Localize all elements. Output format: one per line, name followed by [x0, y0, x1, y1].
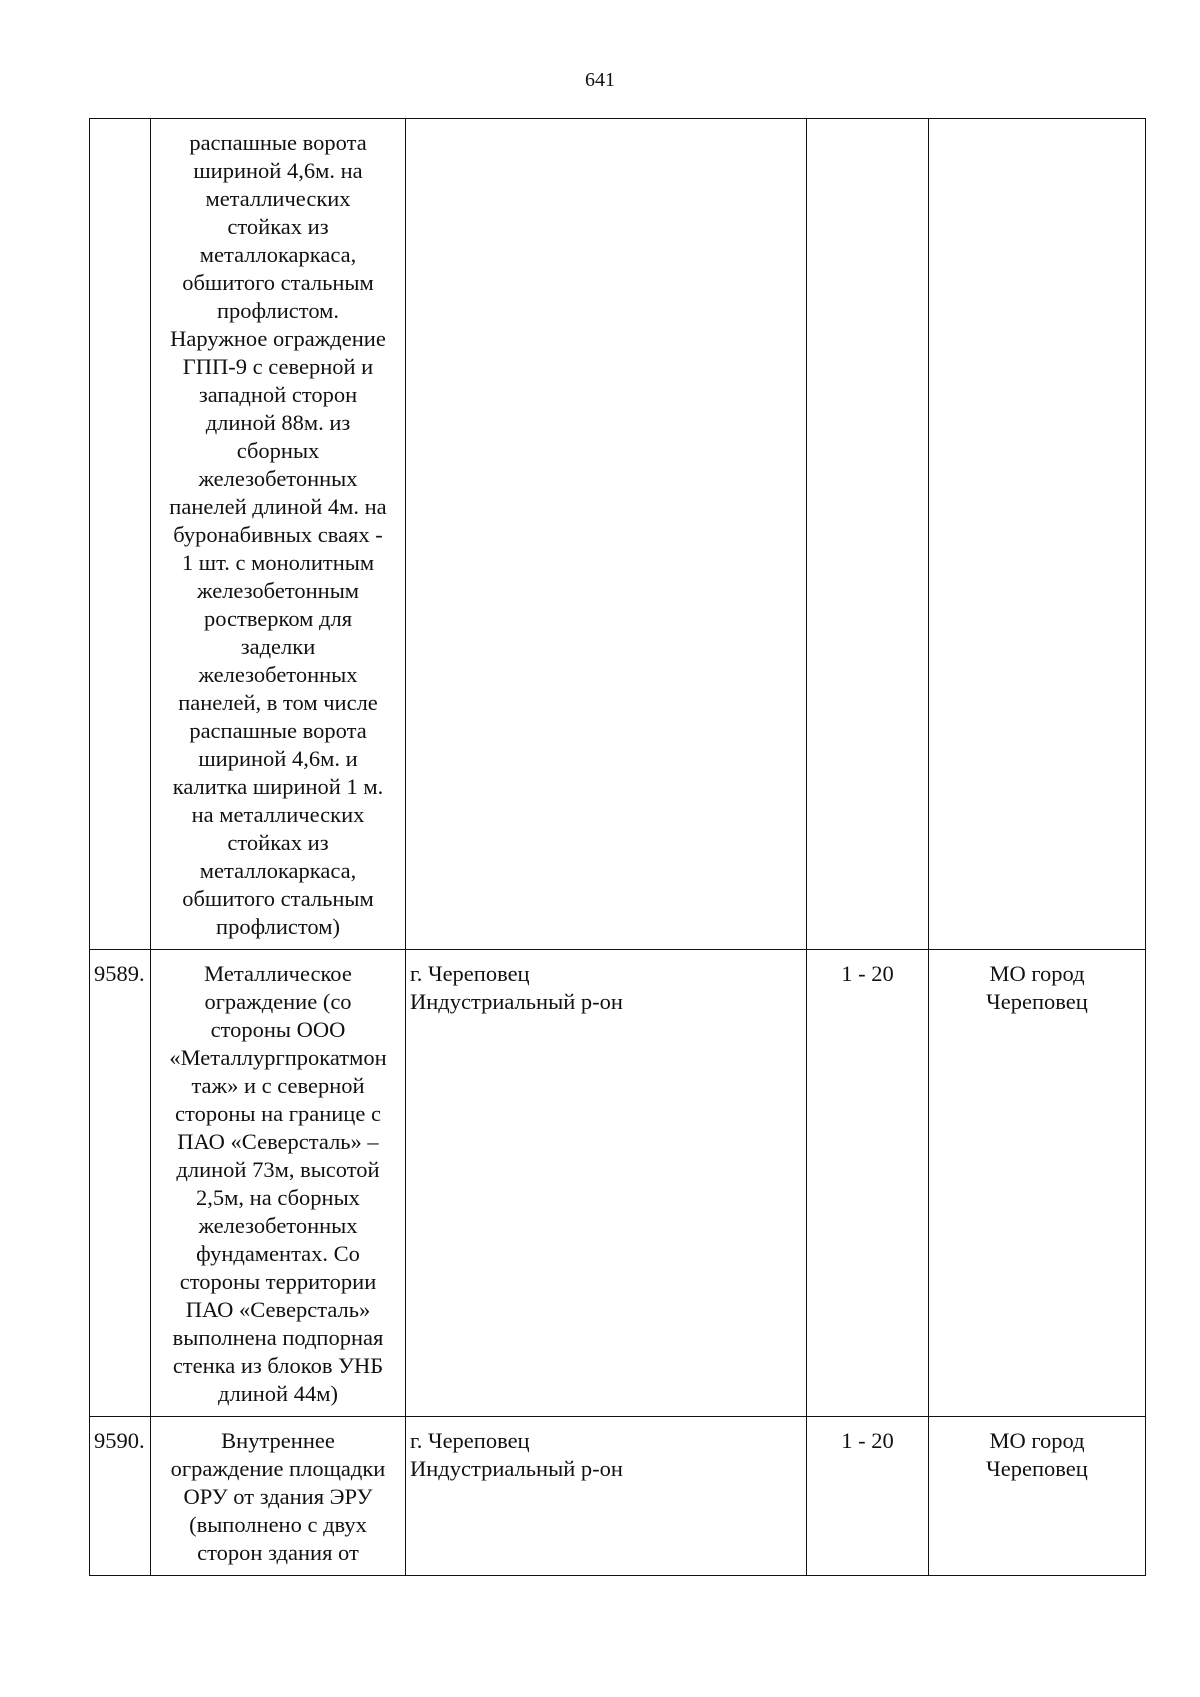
- owner-cell: МО город Череповец: [929, 950, 1146, 1417]
- description-cell: Металлическое ограждение (со стороны ООО «Металлургпрокатмон таж» и с северной стороны на границе с ПАО «Северсталь» – длиной 73м, высотой 2,5м, на сборных железобетонных фундаментах. Со стороны территории ПАО «Северсталь» выполнена подпорная стенка из блоков УНБ длиной 44м): [151, 950, 406, 1417]
- owner-cell: [929, 119, 1146, 950]
- registry-table: [89, 118, 1146, 1576]
- owner-cell: МО город Череповец: [929, 1417, 1146, 1576]
- description-cell: Внутреннее ограждение площадки ОРУ от здания ЭРУ (выполнено с двух сторон здания от: [151, 1417, 406, 1576]
- table-row-9589: [90, 950, 1146, 1417]
- page-number: 641: [585, 69, 615, 91]
- address-cell: г. Череповец Индустриальный р-он: [406, 1417, 807, 1576]
- category-cell: [807, 119, 929, 950]
- address-cell: [406, 119, 807, 950]
- description-cell: распашные ворота шириной 4,6м. на металлических стойках из металлокаркаса, обшитого стальным профлистом. Наружное ограждение ГПП-9 с северной и западной сторон длиной 88м. из сборных железобетонных панелей длиной 4м. на буронабивных сваях - 1 шт. с монолитным железобетонным ростверком для заделки железобетонных панелей, в том числе распашные ворота шириной 4,6м. и калитка шириной 1 м. на металлических стойках из металлокаркаса, обшитого стальным профлистом): [151, 119, 406, 950]
- category-cell: 1 - 20: [807, 950, 929, 1417]
- row-number-cell: [90, 119, 151, 950]
- row-number-cell: 9589.: [90, 950, 151, 1417]
- table-row-9590: [90, 1417, 1146, 1576]
- table-row-continued: [90, 119, 1146, 950]
- row-number-cell: 9590.: [90, 1417, 151, 1576]
- address-cell: г. Череповец Индустриальный р-он: [406, 950, 807, 1417]
- category-cell: 1 - 20: [807, 1417, 929, 1576]
